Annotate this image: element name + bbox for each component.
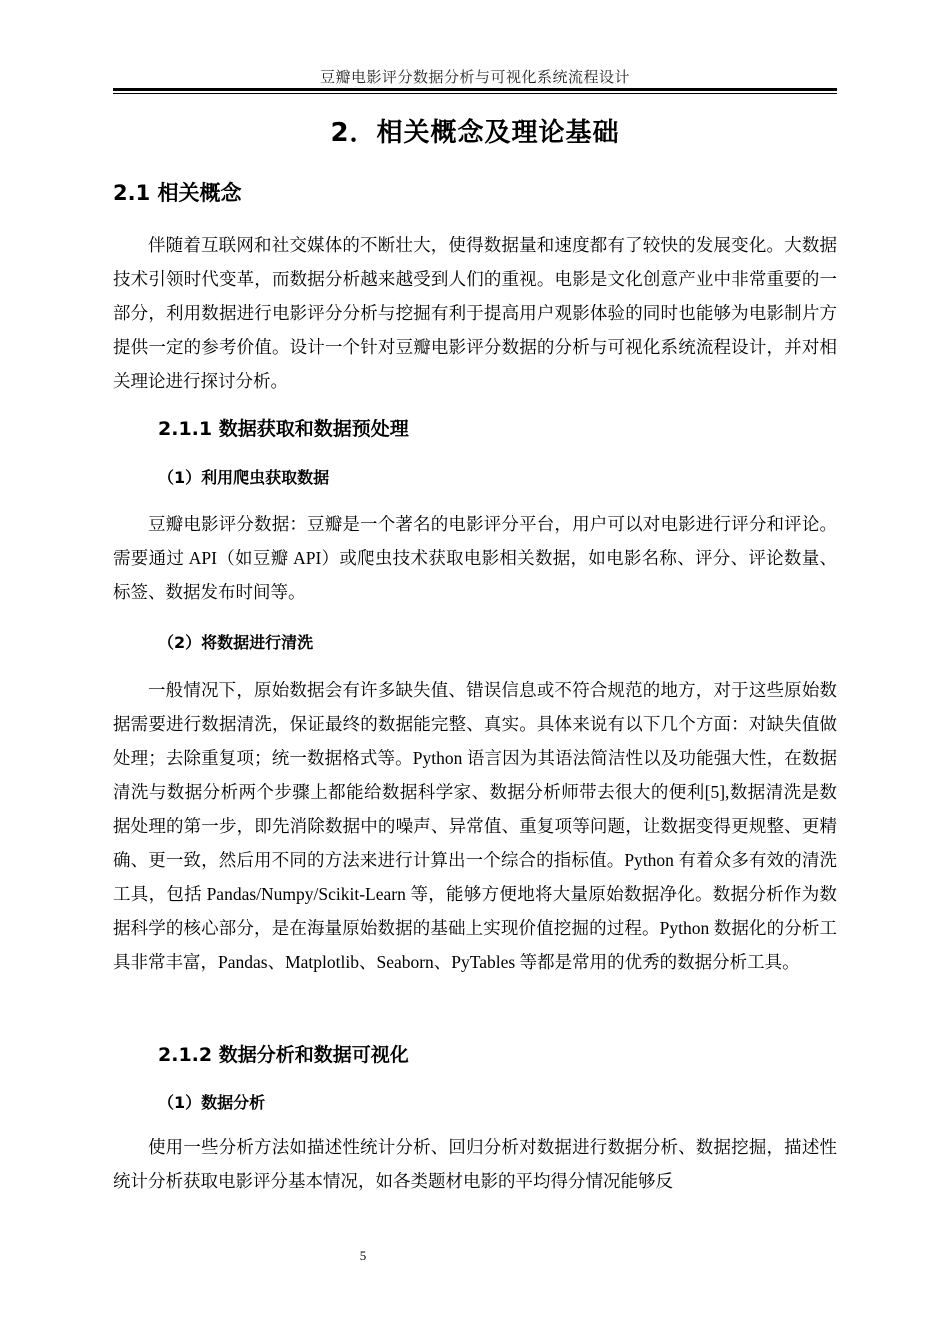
header-rule-thick xyxy=(113,88,837,91)
section-heading-2-1-1: 2.1.1 数据获取和数据预处理 xyxy=(158,418,409,440)
paragraph-crawler: 豆瓣电影评分数据：豆瓣是一个著名的电影评分平台，用户可以对电影进行评分和评论。需要通过 API（如豆瓣 API）或爬虫技术获取电影相关数据，如电影名称、评分、评论数量、标签、数据发布时间等。 xyxy=(113,514,837,602)
paragraph-intro: 伴随着互联网和社交媒体的不断壮大，使得数据量和速度都有了较快的发展变化。大数据技术引领时代变革，而数据分析越来越受到人们的重视。电影是文化创意产业中非常重要的一部分，利用数据进行电影评分分析与挖掘有利于提高用户观影体验的同时也能够为电影制片方提供一定的参考价值。设计一个针对豆瓣电影评分数据的分析与可视化系统流程设计，并对相关理论进行探讨分析。 xyxy=(113,235,837,391)
section-heading-2-1: 2.1 相关概念 xyxy=(113,181,242,205)
paragraph-cleaning: 一般情况下，原始数据会有许多缺失值、错误信息或不符合规范的地方，对于这些原始数据需要进行数据清洗，保证最终的数据能完整、真实。具体来说有以下几个方面：对缺失值做处理；去除重复项；统一数据格式等。Python 语言因为其语法简洁性以及功能强大性，在数据清洗与数据分析两个步骤上都能给数据科学家、数据分析师带去很大的便利[5],数据清洗是数据处理的第一步，即先消除数据中的噪声、异常值、重复项等问题，让数据变得更规整、更精确、更一致，然后用不同的方法来进行计算出一个综合的指标值。Python 有着众多有效的清洗工具，包括 Pandas/Numpy/Scikit-Learn 等，能够方便地将大量原始数据净化。数据分析作为数据科学的核心部分，是在海量原始数据的基础上实现价值挖掘的过程。Python 数据化的分析工具非常丰富，Pandas、Matplotlib、Seaborn、PyTables 等都是常用的优秀的数据分析工具。 xyxy=(113,680,837,972)
item-heading-analysis: （1）数据分析 xyxy=(158,1093,266,1112)
header-rule-thin xyxy=(113,93,837,94)
chapter-title: 2．相关概念及理论基础 xyxy=(330,118,620,148)
page-number: 5 xyxy=(359,1248,367,1263)
running-header: 豆瓣电影评分数据分析与可视化系统流程设计 xyxy=(319,70,630,86)
paragraph-analysis: 使用一些分析方法如描述性统计分析、回归分析对数据进行数据分析、数据挖掘，描述性统计分析获取电影评分基本情况，如各类题材电影的平均得分情况能够反 xyxy=(113,1137,837,1191)
item-heading-crawler: （1）利用爬虫获取数据 xyxy=(158,468,330,487)
section-heading-2-1-2: 2.1.2 数据分析和数据可视化 xyxy=(158,1044,409,1066)
item-heading-cleaning: （2）将数据进行清洗 xyxy=(158,633,314,652)
